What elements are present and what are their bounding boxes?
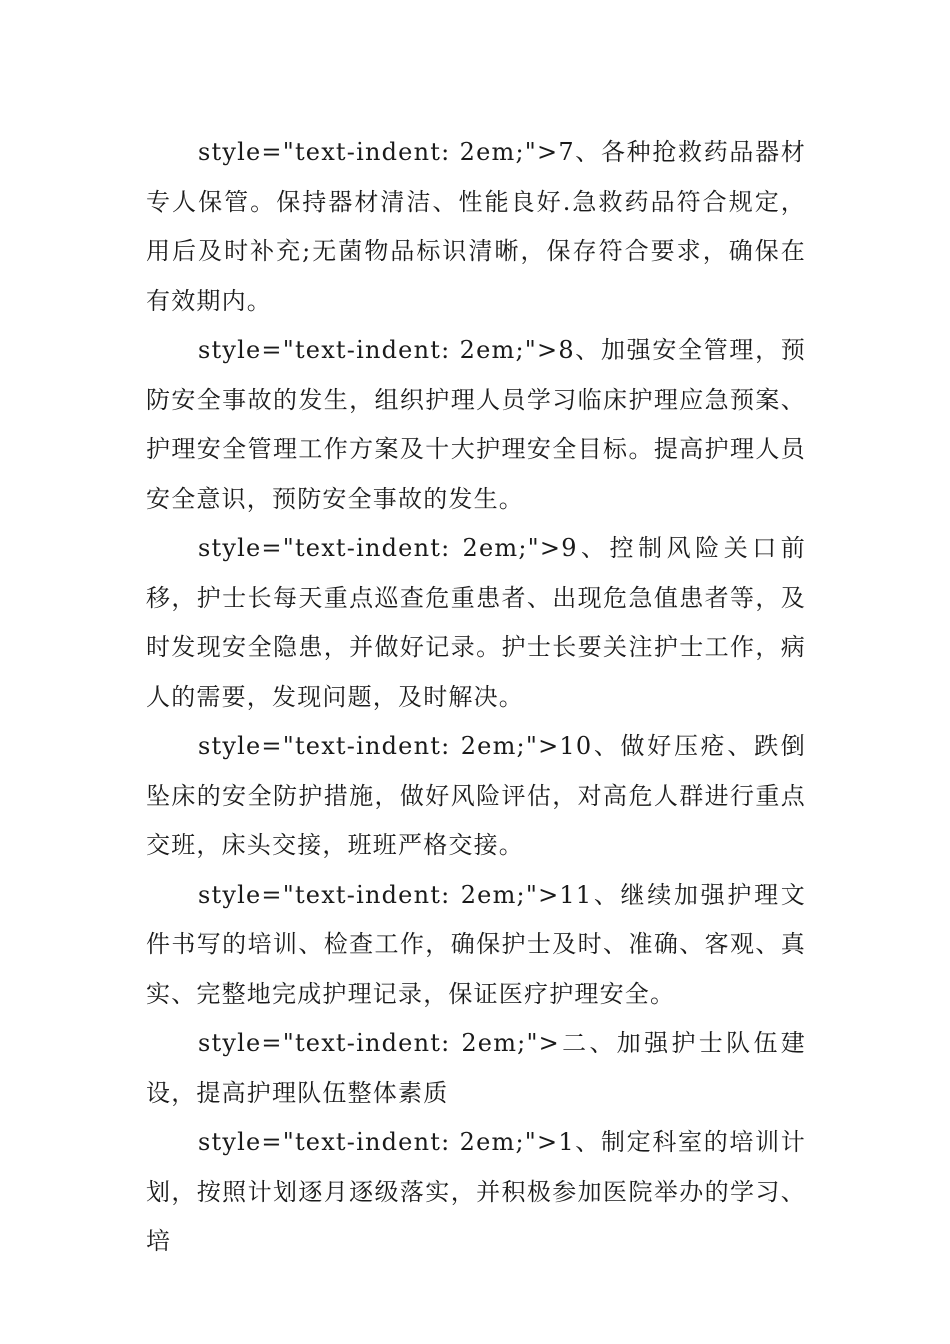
paragraph-item-7: style="text-indent: 2em;">7、各种抢救药品器材专人保管。保持器材清洁、性能良好.急救药品符合规定，用后及时补充;无菌物品标识清晰，保存符合要求，确保在有效期内。 bbox=[146, 138, 806, 315]
paragraph-item-9: style="text-indent: 2em;">9、控制风险关口前移，护士长每天重点巡查危重患者、出现危急值患者等，及时发现安全隐患，并做好记录。护士长要关注护士工作，病人的需要，发现问题，及时解决。 bbox=[146, 534, 806, 711]
section-heading-two: style="text-indent: 2em;">二、加强护士队伍建设，提高护理队伍整体素质 bbox=[146, 1029, 806, 1107]
paragraph-item-1: style="text-indent: 2em;">1、制定科室的培训计划，按照计划逐月逐级落实，并积极参加医院举办的学习、培 bbox=[146, 1128, 806, 1255]
paragraph-item-10: style="text-indent: 2em;">10、做好压疮、跌倒坠床的安全防护措施，做好风险评估，对高危人群进行重点交班，床头交接，班班严格交接。 bbox=[146, 732, 806, 859]
document-body bbox=[146, 128, 806, 1267]
paragraph-item-8: style="text-indent: 2em;">8、加强安全管理，预防安全事故的发生，组织护理人员学习临床护理应急预案、护理安全管理工作方案及十大护理安全目标。提高护理人员安全意识，预防安全事故的发生。 bbox=[146, 336, 806, 513]
paragraph-item-11: style="text-indent: 2em;">11、继续加强护理文件书写的培训、检查工作，确保护士及时、准确、客观、真实、完整地完成护理记录，保证医疗护理安全。 bbox=[146, 880, 806, 1008]
